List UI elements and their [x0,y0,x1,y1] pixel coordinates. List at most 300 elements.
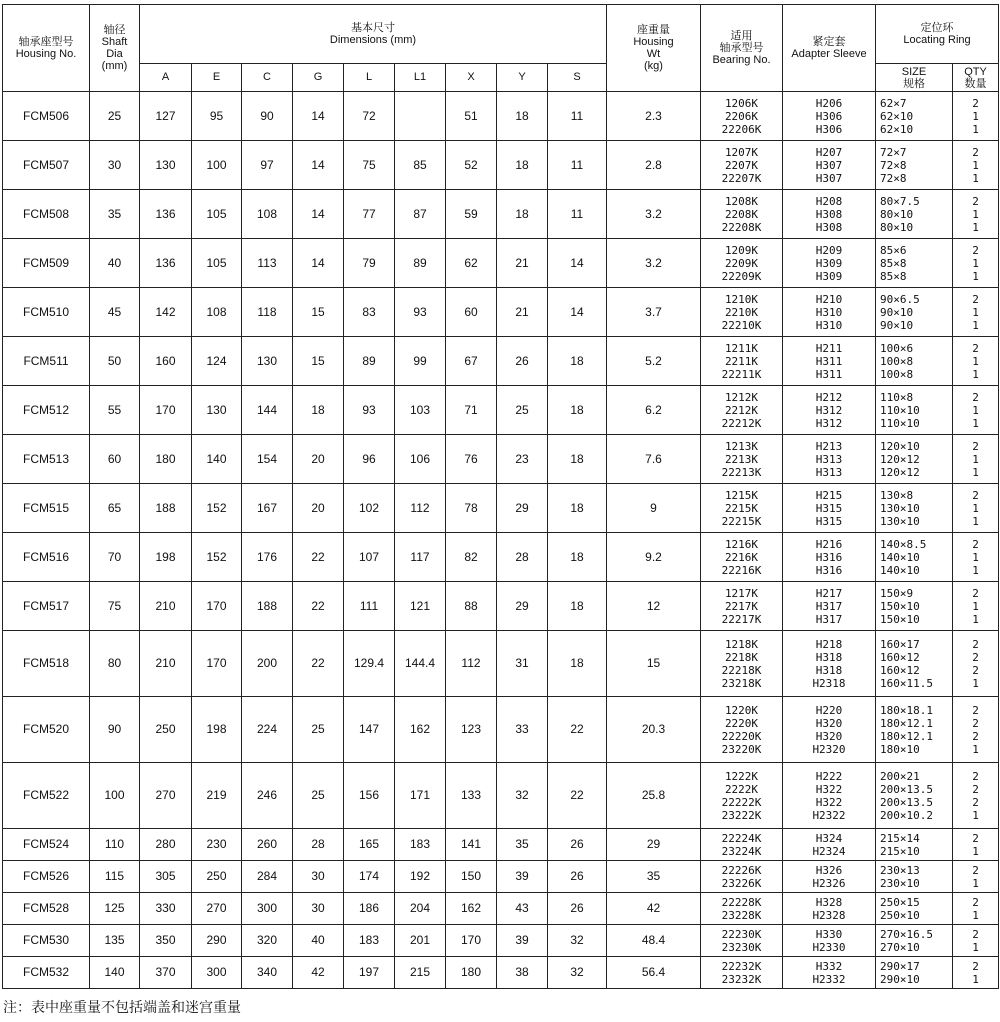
ring-qty-cell-line: 2 [972,703,979,717]
housing-no-cell: FCM506 [3,92,90,141]
dim-l-cell: 79 [344,239,395,288]
adapter-sleeve-cell-line: H206 [815,96,843,110]
bearing-no-cell [701,435,783,484]
ring-size-cell-line: 200×13.5 [880,782,933,796]
weight-cell: 3.2 [607,239,701,288]
ring-size-cell-line: 110×10 [880,416,920,430]
dim-x-cell: 150 [446,861,497,893]
bearing-no-cell [701,829,783,861]
adapter-sleeve-cell [783,484,876,533]
ring-size-cell-line: 100×6 [880,341,914,355]
ring-qty-cell-line: 2 [972,341,979,355]
dim-c-cell: 176 [242,533,293,582]
bearing-no-cell-line: 23218K [721,676,762,690]
dim-c-cell: 260 [242,829,293,861]
ring-qty-cell [953,141,999,190]
ring-size-cell-line: 200×13.5 [880,795,933,809]
shaft-dia-cell: 30 [90,141,140,190]
dim-l1-cell: 89 [395,239,446,288]
adapter-sleeve-cell-line: H208 [815,194,843,208]
housing-no-cell: FCM520 [3,697,90,763]
table-row [3,92,999,141]
dim-s-cell: 22 [548,763,607,829]
ring-size-cell-line: 215×14 [880,831,920,845]
dim-c-cell: 300 [242,893,293,925]
header-dim-c: C [242,64,293,92]
dim-x-cell: 60 [446,288,497,337]
bearing-no-cell-line: 2217K [724,599,759,613]
adapter-sleeve-cell-line: H322 [815,795,843,809]
adapter-sleeve-cell-line: H310 [815,305,843,319]
ring-size-cell-line: 200×10.2 [880,808,933,822]
dim-x-cell: 82 [446,533,497,582]
dim-l-cell: 93 [344,386,395,435]
ring-size-cell [876,92,953,141]
housing-no-cell: FCM517 [3,582,90,631]
bearing-no-cell [701,925,783,957]
ring-size-cell-line: 120×12 [880,465,920,479]
adapter-sleeve-cell [783,435,876,484]
dim-a-cell: 142 [140,288,192,337]
dim-y-cell: 39 [497,925,548,957]
ring-qty-cell-line: 1 [972,171,979,185]
weight-cell: 2.8 [607,141,701,190]
dim-s-cell: 32 [548,925,607,957]
dim-l1-cell: 85 [395,141,446,190]
shaft-dia-cell: 90 [90,697,140,763]
housing-no-cell: FCM530 [3,925,90,957]
ring-qty-cell [953,435,999,484]
weight-cell: 20.3 [607,697,701,763]
dim-y-cell: 43 [497,893,548,925]
ring-size-cell [876,582,953,631]
dim-g-cell: 20 [293,435,344,484]
bearing-no-cell-line: 1210K [724,292,759,306]
dim-g-cell: 22 [293,533,344,582]
adapter-sleeve-cell [783,861,876,893]
bearing-no-cell [701,288,783,337]
weight-cell: 35 [607,861,701,893]
bearing-no-cell-line: 2210K [724,305,759,319]
dim-a-cell: 270 [140,763,192,829]
bearing-no-cell-line: 2215K [724,501,759,515]
ring-qty-cell [953,337,999,386]
dim-g-cell: 25 [293,697,344,763]
dim-c-cell: 246 [242,763,293,829]
dim-e-cell: 270 [192,893,242,925]
bearing-no-cell-line: 23232K [721,972,762,986]
bearing-no-cell [701,582,783,631]
adapter-sleeve-cell-line: H209 [815,243,843,257]
ring-qty-cell-line: 1 [972,940,979,954]
ring-qty-cell [953,763,999,829]
ring-qty-cell-line: 2 [972,537,979,551]
adapter-sleeve-cell [783,386,876,435]
ring-size-cell-line: 100×8 [880,367,914,381]
dim-c-cell: 118 [242,288,293,337]
shaft-dia-cell: 45 [90,288,140,337]
ring-qty-cell-line: 1 [972,452,979,466]
bearing-no-cell-line: 22222K [721,795,762,809]
table-row [3,484,999,533]
adapter-sleeve-cell-line: H210 [815,292,843,306]
bearing-no-cell-line: 22210K [721,318,762,332]
table-row [3,631,999,697]
bearing-no-cell-line: 2206K [724,109,759,123]
dim-s-cell: 11 [548,141,607,190]
dim-c-cell: 284 [242,861,293,893]
ring-size-cell-line: 290×17 [880,959,920,973]
dim-a-cell: 198 [140,533,192,582]
bearing-no-cell-line: 2213K [724,452,759,466]
adapter-sleeve-cell-line: H318 [815,663,843,677]
dim-x-cell: 170 [446,925,497,957]
ring-qty-cell-line: 1 [972,612,979,626]
dim-y-cell: 28 [497,533,548,582]
adapter-sleeve-cell-line: H317 [815,612,843,626]
table-row [3,861,999,893]
adapter-sleeve-cell [783,239,876,288]
adapter-sleeve-cell-line: H315 [815,514,843,528]
dim-l-cell: 89 [344,337,395,386]
adapter-sleeve-cell-line: H316 [815,563,843,577]
weight-cell: 29 [607,829,701,861]
header-bearing: 适用 轴承型号 Bearing No. [701,5,783,92]
ring-size-cell-line: 290×10 [880,972,920,986]
adapter-sleeve-cell-line: H207 [815,145,843,159]
adapter-sleeve-cell-line: H2320 [812,742,846,756]
dim-c-cell: 320 [242,925,293,957]
header-shaft: 轴径 Shaft Dia (mm) [90,5,140,92]
bearing-no-cell-line: 22209K [721,269,762,283]
dim-l1-cell [395,92,446,141]
dim-a-cell: 136 [140,239,192,288]
dim-y-cell: 21 [497,239,548,288]
dim-l-cell: 174 [344,861,395,893]
adapter-sleeve-cell-line: H311 [815,367,843,381]
ring-qty-cell-line: 1 [972,403,979,417]
dim-l1-cell: 192 [395,861,446,893]
dim-s-cell: 18 [548,533,607,582]
dim-g-cell: 15 [293,337,344,386]
adapter-sleeve-cell-line: H2326 [812,876,846,890]
ring-qty-cell-line: 2 [972,769,979,783]
ring-size-cell [876,484,953,533]
bearing-no-cell [701,190,783,239]
shaft-dia-cell: 125 [90,893,140,925]
dim-x-cell: 112 [446,631,497,697]
dim-e-cell: 124 [192,337,242,386]
dim-s-cell: 26 [548,861,607,893]
dim-s-cell: 18 [548,337,607,386]
dim-e-cell: 250 [192,861,242,893]
bearing-no-cell-line: 1216K [724,537,759,551]
bearing-no-cell-line: 22207K [721,171,762,185]
bearing-no-cell [701,141,783,190]
ring-qty-cell-line: 2 [972,586,979,600]
dim-c-cell: 200 [242,631,293,697]
bearing-no-cell-line: 22226K [721,863,762,877]
dim-l-cell: 156 [344,763,395,829]
adapter-sleeve-cell-line: H217 [815,586,843,600]
ring-size-cell-line: 62×10 [880,122,914,136]
ring-size-cell-line: 80×10 [880,220,914,234]
dim-c-cell: 144 [242,386,293,435]
ring-size-cell [876,190,953,239]
bearing-no-cell-line: 22213K [721,465,762,479]
dim-c-cell: 130 [242,337,293,386]
bearing-no-cell-line: 22212K [721,416,762,430]
ring-size-cell-line: 90×6.5 [880,292,920,306]
dim-l1-cell: 215 [395,957,446,989]
dim-l1-cell: 112 [395,484,446,533]
dim-g-cell: 40 [293,925,344,957]
table-row [3,190,999,239]
adapter-sleeve-cell-line: H312 [815,403,843,417]
dim-a-cell: 160 [140,337,192,386]
dim-y-cell: 25 [497,386,548,435]
dim-l-cell: 197 [344,957,395,989]
shaft-dia-cell: 75 [90,582,140,631]
adapter-sleeve-cell-line: H308 [815,220,843,234]
ring-size-cell-line: 140×10 [880,550,920,564]
ring-qty-cell-line: 1 [972,367,979,381]
dim-c-cell: 224 [242,697,293,763]
dim-s-cell: 14 [548,239,607,288]
weight-cell: 25.8 [607,763,701,829]
adapter-sleeve-cell-line: H216 [815,537,843,551]
bearing-no-cell-line: 22216K [721,563,762,577]
adapter-sleeve-cell-line: H309 [815,269,843,283]
dim-g-cell: 30 [293,893,344,925]
dim-a-cell: 210 [140,631,192,697]
dim-l-cell: 111 [344,582,395,631]
ring-qty-cell-line: 2 [972,729,979,743]
dim-x-cell: 88 [446,582,497,631]
bearing-no-cell [701,92,783,141]
dim-y-cell: 21 [497,288,548,337]
bearing-no-cell [701,484,783,533]
header-dim-x: X [446,64,497,92]
bearing-no-cell-line: 2216K [724,550,759,564]
ring-size-cell-line: 62×10 [880,109,914,123]
dim-e-cell: 105 [192,190,242,239]
ring-size-cell-line: 180×10 [880,742,920,756]
header-housing: 轴承座型号 Housing No. [3,5,90,92]
ring-qty-cell-line: 1 [972,305,979,319]
dim-c-cell: 90 [242,92,293,141]
table-row [3,533,999,582]
dim-a-cell: 170 [140,386,192,435]
dim-l1-cell: 144.4 [395,631,446,697]
bearing-no-cell-line: 23226K [721,876,762,890]
bearing-no-cell [701,957,783,989]
adapter-sleeve-cell-line: H218 [815,637,843,651]
dim-l1-cell: 117 [395,533,446,582]
adapter-sleeve-cell [783,763,876,829]
bearing-no-cell-line: 2220K [724,716,759,730]
ring-size-cell-line: 62×7 [880,96,907,110]
dim-y-cell: 26 [497,337,548,386]
adapter-sleeve-cell-line: H328 [815,895,843,909]
dim-s-cell: 18 [548,484,607,533]
ring-qty-cell-line: 1 [972,416,979,430]
dim-l-cell: 107 [344,533,395,582]
ring-qty-cell-line: 1 [972,563,979,577]
bearing-no-cell-line: 23224K [721,844,762,858]
adapter-sleeve-cell-line: H2322 [812,808,846,822]
adapter-sleeve-cell-line: H320 [815,716,843,730]
ring-size-cell-line: 150×9 [880,586,914,600]
weight-cell: 2.3 [607,92,701,141]
adapter-sleeve-cell-line: H220 [815,703,843,717]
weight-cell: 7.6 [607,435,701,484]
table-row [3,829,999,861]
dim-e-cell: 100 [192,141,242,190]
housing-no-cell: FCM508 [3,190,90,239]
dim-l-cell: 102 [344,484,395,533]
dim-e-cell: 152 [192,533,242,582]
dim-e-cell: 105 [192,239,242,288]
dim-e-cell: 198 [192,697,242,763]
table-row [3,582,999,631]
housing-no-cell: FCM526 [3,861,90,893]
ring-size-cell-line: 140×8.5 [880,537,927,551]
ring-qty-cell-line: 1 [972,742,979,756]
weight-cell: 15 [607,631,701,697]
bearing-no-cell-line: 1206K [724,96,759,110]
ring-size-cell-line: 130×10 [880,501,920,515]
shaft-dia-cell: 35 [90,190,140,239]
dim-g-cell: 15 [293,288,344,337]
dim-g-cell: 14 [293,92,344,141]
dim-l-cell: 77 [344,190,395,239]
adapter-sleeve-cell-line: H317 [815,599,843,613]
housing-no-cell: FCM532 [3,957,90,989]
table-row [3,386,999,435]
dim-x-cell: 78 [446,484,497,533]
dim-l-cell: 83 [344,288,395,337]
bearing-no-cell-line: 22211K [721,367,762,381]
ring-qty-cell-line: 2 [972,439,979,453]
adapter-sleeve-cell-line: H211 [815,341,843,355]
ring-qty-cell-line: 1 [972,207,979,221]
bearing-no-cell-line: 2212K [724,403,759,417]
ring-size-cell-line: 250×15 [880,895,920,909]
adapter-sleeve-cell-line: H330 [815,927,843,941]
ring-size-cell [876,239,953,288]
table-row [3,697,999,763]
ring-qty-cell-line: 1 [972,220,979,234]
ring-size-cell-line: 140×10 [880,563,920,577]
ring-size-cell-line: 85×8 [880,256,907,270]
dim-a-cell: 370 [140,957,192,989]
ring-size-cell-line: 130×8 [880,488,914,502]
dim-l-cell: 183 [344,925,395,957]
dim-c-cell: 113 [242,239,293,288]
shaft-dia-cell: 50 [90,337,140,386]
housing-no-cell: FCM513 [3,435,90,484]
table-row [3,763,999,829]
ring-qty-cell-line: 2 [972,243,979,257]
ring-qty-cell-line: 1 [972,318,979,332]
dim-x-cell: 123 [446,697,497,763]
bearing-no-cell-line: 1209K [724,243,759,257]
ring-size-cell [876,829,953,861]
dim-l-cell: 129.4 [344,631,395,697]
dim-l-cell: 96 [344,435,395,484]
shaft-dia-cell: 55 [90,386,140,435]
dim-x-cell: 52 [446,141,497,190]
ring-size-cell-line: 230×10 [880,876,920,890]
dim-x-cell: 141 [446,829,497,861]
bearing-no-cell-line: 1208K [724,194,759,208]
ring-qty-cell-line: 1 [972,465,979,479]
header-dim-y: Y [497,64,548,92]
header-locating-ring: 定位环 Locating Ring [876,5,999,64]
ring-qty-cell-line: 1 [972,269,979,283]
ring-size-cell-line: 150×10 [880,599,920,613]
ring-qty-cell-line: 2 [972,959,979,973]
dim-a-cell: 330 [140,893,192,925]
dim-a-cell: 130 [140,141,192,190]
ring-size-cell-line: 200×21 [880,769,920,783]
shaft-dia-cell: 135 [90,925,140,957]
bearing-no-cell-line: 1217K [724,586,759,600]
dim-x-cell: 76 [446,435,497,484]
dim-a-cell: 305 [140,861,192,893]
bearing-no-cell-line: 22232K [721,959,762,973]
bearing-no-cell-line: 22220K [721,729,762,743]
ring-qty-cell [953,893,999,925]
adapter-sleeve-cell-line: H320 [815,729,843,743]
dim-g-cell: 22 [293,631,344,697]
dim-l1-cell: 99 [395,337,446,386]
adapter-sleeve-cell [783,190,876,239]
ring-qty-cell-line: 1 [972,550,979,564]
bearing-no-cell-line: 23222K [721,808,762,822]
ring-qty-cell-line: 2 [972,795,979,809]
ring-size-cell-line: 120×12 [880,452,920,466]
dim-y-cell: 23 [497,435,548,484]
adapter-sleeve-cell [783,337,876,386]
bearing-no-cell-line: 22224K [721,831,762,845]
ring-size-cell [876,631,953,697]
table-row [3,141,999,190]
weight-cell: 12 [607,582,701,631]
ring-qty-cell-line: 2 [972,716,979,730]
shaft-dia-cell: 100 [90,763,140,829]
ring-qty-cell-line: 1 [972,501,979,515]
adapter-sleeve-cell-line: H326 [815,863,843,877]
ring-qty-cell-line: 2 [972,637,979,651]
table-row [3,957,999,989]
bearing-no-cell-line: 2209K [724,256,759,270]
dim-a-cell: 180 [140,435,192,484]
ring-size-cell-line: 270×10 [880,940,920,954]
dim-l1-cell: 171 [395,763,446,829]
bearing-no-cell-line: 23220K [721,742,762,756]
dim-g-cell: 20 [293,484,344,533]
header-ring-size: SIZE 规格 [876,64,953,92]
ring-size-cell [876,957,953,989]
housing-no-cell: FCM515 [3,484,90,533]
bearing-no-cell-line: 1207K [724,145,759,159]
dim-y-cell: 29 [497,582,548,631]
dim-a-cell: 280 [140,829,192,861]
dim-s-cell: 18 [548,631,607,697]
dim-e-cell: 152 [192,484,242,533]
